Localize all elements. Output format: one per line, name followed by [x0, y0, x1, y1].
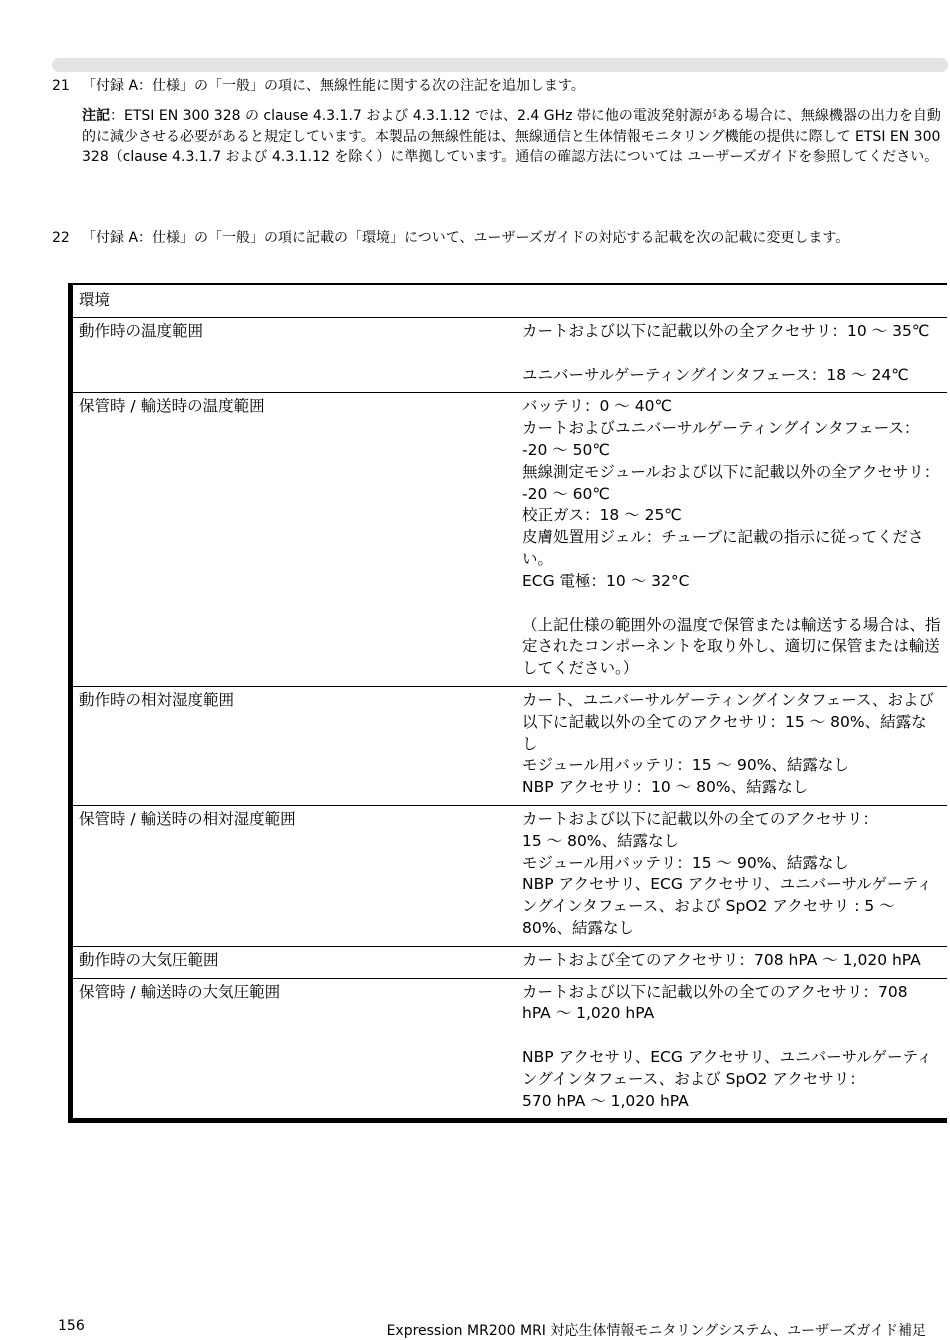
table-row — [73, 946, 947, 978]
value-gap — [522, 593, 941, 615]
value-gap — [522, 1025, 941, 1047]
value-line: カートおよび以下に記載以外の全てのアクセサリ： — [522, 809, 879, 828]
value-line: モジュール用バッテリ：15 ～ 90%、結露なし — [522, 756, 849, 775]
value-line: カートおよび以下に記載以外の全てのアクセサリ：708 hPA ～ 1,020 hPA — [522, 982, 908, 1023]
value-line: カートおよび全てのアクセサリ：708 hPA ～ 1,020 hPA — [522, 950, 921, 969]
item-number: 22 — [52, 230, 70, 246]
table-row — [73, 317, 947, 393]
value-line: ECG 電極：10 ～ 32°C — [522, 571, 690, 590]
value-line: ユニバーサルゲーティングインタフェース：18 ～ 24℃ — [522, 365, 909, 384]
note-label: 注記 — [82, 108, 110, 124]
row-label: 保管時 / 輸送時の相対湿度範囲 — [73, 805, 510, 946]
item-text: 「付録 A：仕様」の「一般」の項に記載の「環境」について、ユーザーズガイドの対応する記載を次の記載に変更します。 — [82, 230, 850, 246]
top-divider-bar — [52, 58, 948, 72]
value-line: カートおよび以下に記載以外の全アクセサリ：10 ～ 35℃ — [522, 321, 930, 340]
list-item-21 — [52, 76, 948, 100]
table-row — [73, 805, 947, 946]
table-header: 環境 — [73, 284, 947, 317]
table-row — [73, 978, 947, 1118]
value-line: 皮膚処置用ジェル：チューブに記載の指示に従ってください。 — [522, 528, 924, 568]
value-line: カートおよびユニバーサルゲーティングインタフェース： — [522, 419, 920, 438]
value-line: -20 ～ 60℃ — [522, 484, 610, 503]
note-paragraph — [82, 106, 948, 168]
table-row — [73, 393, 947, 687]
row-label: 動作時の大気圧範囲 — [73, 946, 510, 978]
value-line: NBP アクセサリ、ECG アクセサリ、ユニバーサルゲーティングインタフェース、および SpO2 アクセサリ： — [522, 1048, 933, 1088]
value-line: （上記仕様の範囲外の温度で保管または輸送する場合は、指定されたコンポーネントを取り外し、適切に保管または輸送してください。） — [522, 615, 941, 678]
value-line: カート、ユニバーサルゲーティングインタフェース、および以下に記載以外の全てのアクセサリ：15 ～ 80%、結露なし — [522, 690, 934, 753]
value-line: 校正ガス：18 ～ 25℃ — [522, 506, 682, 525]
row-label: 動作時の相対湿度範囲 — [73, 686, 510, 805]
row-value — [510, 946, 947, 978]
value-line: 570 hPA ～ 1,020 hPA — [522, 1091, 689, 1110]
value-line: NBP アクセサリ、ECG アクセサリ、ユニバーサルゲーティングインタフェース、および SpO2 アクセサリ : 5 ～ 80%、結露なし — [522, 875, 933, 937]
list-item-22 — [52, 228, 948, 272]
value-line: -20 ～ 50℃ — [522, 440, 610, 459]
table-header-row — [73, 284, 947, 317]
item-number: 21 — [52, 78, 70, 94]
value-line: モジュール用バッテリ：15 ～ 90%、結露なし — [522, 853, 849, 872]
row-label: 保管時 / 輸送時の温度範囲 — [73, 393, 510, 687]
note-text: ：ETSI EN 300 328 の clause 4.3.1.7 および 4.3.1.12 では、2.4 GHz 帯に他の電波発射源がある場合に、無線機器の出力を自動的に減少させる必要があると規定しています。本製品の無線性能は、無線通信と生体情報モニタリング機能の提供に際して ETSI EN 300 328（clause 4.3.1.7 および 4.3.1.12 を除く）に準拠しています。通信の確認方法については ユーザーズガイドを参照してください。 — [82, 108, 941, 165]
row-value — [510, 393, 947, 687]
row-value — [510, 978, 947, 1118]
environment-table — [68, 283, 947, 1123]
value-line: 15 ～ 80%、結露なし — [522, 831, 680, 850]
value-line: バッテリ：0 ～ 40℃ — [522, 397, 672, 416]
row-value — [510, 805, 947, 946]
value-line: 無線測定モジュールおよび以下に記載以外の全アクセサリ： — [522, 462, 940, 481]
row-label: 保管時 / 輸送時の大気圧範囲 — [73, 978, 510, 1118]
table-row — [73, 686, 947, 805]
page-number: 156 — [58, 1318, 85, 1334]
value-line: NBP アクセサリ：10 ～ 80%、結露なし — [522, 778, 809, 797]
item-text: 「付録 A：仕様」の「一般」の項に、無線性能に関する次の注記を追加します。 — [82, 78, 585, 94]
row-value — [510, 317, 947, 393]
row-label: 動作時の温度範囲 — [73, 317, 510, 393]
value-gap — [522, 343, 941, 365]
row-value — [510, 686, 947, 805]
footer-title: Expression MR200 MRI 対応生体情報モニタリングシステム、ユーザーズガイド補足 — [386, 1323, 926, 1339]
